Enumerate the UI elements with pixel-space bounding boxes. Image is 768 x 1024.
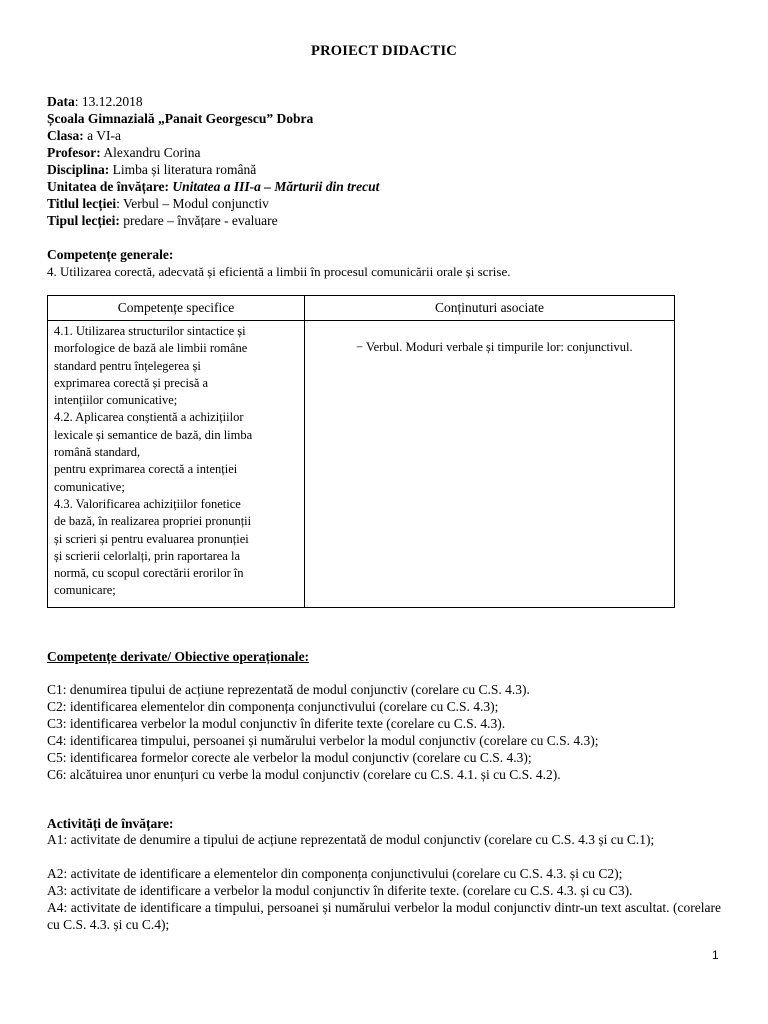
document-title: PROIECT DIDACTIC (311, 43, 457, 59)
objective-item: C6: alcătuirea unor enunțuri cu verbe la modul conjunctiv (corelare cu C.S. 4.1. și cu C.S. 4.2). (47, 767, 561, 782)
objective-item: C3: identificarea verbelor la modul conjunctiv în diferite texte (corelare cu C.S. 4.3). (47, 716, 506, 731)
specific-competence-line: și scrieri și pentru evaluarea pronunției (54, 531, 249, 546)
objective-item: C1: denumirea tipului de acțiune reprezentată de modul conjunctiv (corelare cu C.S. 4.3). (47, 682, 530, 697)
specific-competence-line: normă, cu scopul corectării erorilor în (54, 566, 244, 581)
activities-heading: Activități de învățare: (47, 816, 174, 831)
teacher-value: Alexandru Corina (100, 145, 201, 160)
class-label: Clasa: (47, 128, 84, 143)
activity-item: A4: activitate de identificare a timpului, persoanei și numărului verbelor la modul conjunctiv dintr-un text ascultat. (corelare cu C.S. 4.3. și cu C.4); (47, 900, 721, 932)
unit-value: Unitatea a III-a – Mărturii din trecut (168, 179, 380, 194)
specific-competence-line: comunicative; (54, 479, 125, 494)
lesson-type-value: predare – învățare - evaluare (119, 213, 278, 228)
objective-item: C4: identificarea timpului, persoanei și numărului verbelor la modul conjunctiv (corelare cu C.S. 4.3); (47, 733, 599, 748)
date-label: Data (47, 94, 75, 109)
general-competences-text: 4. Utilizarea corectă, adecvată și eficientă a limbii în procesul comunicării orale și scrise. (47, 264, 511, 279)
specific-competences-list (48, 321, 304, 600)
activity-item: A3: activitate de identificare a verbelor la modul conjunctiv în diferite texte. (corelare cu C.S. 4.3. și cu C3). (47, 883, 633, 898)
teacher-line (47, 144, 200, 161)
competences-table (47, 295, 675, 608)
specific-competence-line: 4.2. Aplicarea conștientă a achizițiilor (54, 410, 244, 425)
discipline-label: Disciplina: (47, 162, 110, 177)
class-line (47, 127, 121, 144)
lesson-title-label: Titlul lecției (47, 196, 117, 211)
class-value: a VI-a (83, 128, 121, 143)
discipline-line (47, 161, 256, 178)
general-competences-heading: Competențe generale: (47, 247, 174, 262)
associated-contents-header: Conținuturi asociate (305, 296, 675, 321)
teacher-label: Profesor: (47, 145, 101, 160)
lesson-title-value: : Verbul – Modul conjunctiv (116, 196, 269, 211)
lesson-title-line (47, 195, 269, 212)
unit-label: Unitatea de învățare: (47, 179, 169, 194)
date-value: : 13.12.2018 (74, 94, 143, 109)
specific-competence-line: standard pentru înțelegerea și (54, 358, 201, 373)
lesson-type-label: Tipul lecției: (47, 213, 120, 228)
specific-competences-header: Competențe specifice (48, 296, 305, 321)
specific-competence-line: comunicare; (54, 583, 116, 598)
date-line (47, 93, 143, 110)
discipline-value: Limba și literatura română (109, 162, 257, 177)
activity-item: A1: activitate de denumire a tipului de acțiune reprezentată de modul conjunctiv (corelare cu C.S. 4.3 și cu C.1); (47, 832, 655, 847)
specific-competence-line: română standard, (54, 445, 141, 460)
specific-competence-line: pentru exprimarea corectă a intenției (54, 462, 238, 477)
specific-competence-line: intențiilor comunicative; (54, 393, 178, 408)
objective-item: C5: identificarea formelor corecte ale verbelor la modul conjunctiv (corelare cu C.S. 4.3); (47, 750, 532, 765)
activity-item: A2: activitate de identificare a elementelor din componența conjunctivului (corelare cu C.S. 4.3. și cu C2); (47, 866, 623, 881)
school-line: Școala Gimnazială „Panait Georgescu” Dobra (47, 111, 314, 126)
objectives-heading: Competențe derivate/ Obiective operaționale: (47, 649, 310, 664)
associated-contents-cell (305, 321, 675, 608)
specific-competences-cell (48, 321, 305, 608)
associated-contents-text: − Verbul. Moduri verbale și timpurile lor: conjunctivul. (356, 340, 633, 354)
table-header-row (48, 296, 675, 321)
unit-line (47, 178, 379, 195)
page-number: 1 (712, 948, 719, 962)
table-row (48, 321, 675, 608)
objective-item: C2: identificarea elementelor din componența conjunctivului (corelare cu C.S. 4.3); (47, 699, 499, 714)
specific-competence-line: și scrierii celorlalți, prin raportarea la (54, 548, 241, 563)
specific-competence-line: lexicale și semantice de bază, din limba (54, 427, 253, 442)
specific-competence-line: de bază, în realizarea propriei pronunții (54, 514, 252, 529)
specific-competence-line: morfologice de bază ale limbii române (54, 341, 248, 356)
specific-competence-line: 4.3. Valorificarea achizițiilor fonetice (54, 496, 241, 511)
lesson-type-line (47, 212, 278, 229)
specific-competence-line: 4.1. Utilizarea structurilor sintactice și (54, 324, 246, 338)
specific-competence-line: exprimarea corectă și precisă a (54, 375, 209, 390)
